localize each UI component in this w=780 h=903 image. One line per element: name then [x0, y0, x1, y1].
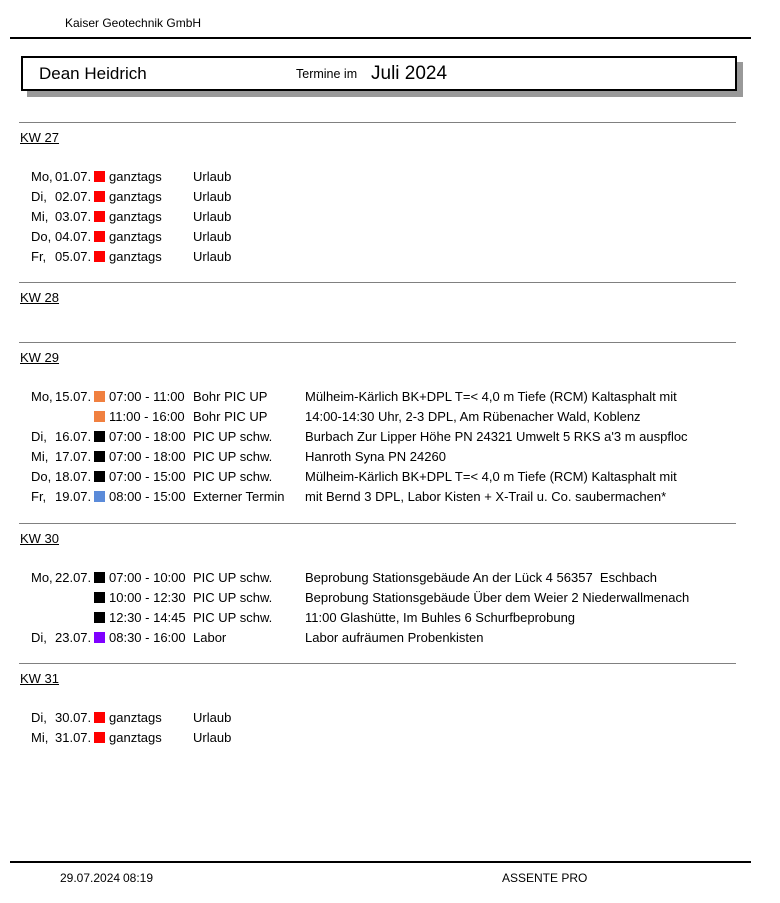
- entry-description: 14:00-14:30 Uhr, 2-3 DPL, Am Rübenacher Wald, Koblenz: [305, 408, 641, 424]
- entry-weekday: Fr,: [31, 248, 47, 264]
- entry-description: Beprobung Stationsgebäude Über dem Weier 2 Niederwallmenach: [305, 589, 690, 605]
- entry-date: 01.07.: [55, 168, 92, 184]
- entry-time: 08:00 - 15:00: [109, 488, 186, 504]
- entry-row: [19, 707, 736, 727]
- week-entries: [19, 707, 736, 747]
- period-label: Termine im: [296, 66, 358, 81]
- week-section: [19, 122, 736, 264]
- entry-date: 18.07.: [55, 468, 92, 484]
- entry-type: PIC UP schw.: [193, 589, 273, 605]
- week-label: KW 28: [20, 290, 60, 305]
- footer-rule: [10, 861, 751, 863]
- entry-date: 03.07.: [55, 208, 92, 224]
- entry-category: [94, 431, 109, 442]
- entry-weekday: Di,: [31, 629, 47, 645]
- entry-type: Urlaub: [193, 228, 232, 244]
- entry-row: [19, 166, 736, 186]
- week-section: [19, 663, 736, 745]
- entry-category: [94, 592, 109, 603]
- entry-type: Urlaub: [193, 188, 232, 204]
- entry-time: ganztags: [109, 168, 162, 184]
- footer-time: 08:19: [123, 871, 154, 885]
- entry-category: [94, 171, 109, 182]
- week-label: KW 27: [20, 130, 60, 145]
- footer-app-name: ASSENTE PRO: [502, 871, 588, 885]
- entry-category: [94, 572, 109, 583]
- entry-row: [19, 406, 736, 426]
- entry-description: Beprobung Stationsgebäude An der Lück 4 56357 Eschbach: [305, 569, 657, 585]
- entry-date: 22.07.: [55, 569, 92, 585]
- category-color-icon: [94, 211, 105, 222]
- person-name: Dean Heidrich: [39, 63, 147, 83]
- entry-type: PIC UP schw.: [193, 569, 273, 585]
- entry-weekday: Mi,: [31, 729, 49, 745]
- entry-type: Urlaub: [193, 168, 232, 184]
- entry-weekday: Mi,: [31, 448, 49, 464]
- entry-type: PIC UP schw.: [193, 428, 273, 444]
- entry-date: 30.07.: [55, 709, 92, 725]
- week-rule: [19, 523, 736, 524]
- entry-type: Bohr PIC UP: [193, 388, 268, 404]
- category-color-icon: [94, 712, 105, 723]
- entry-type: Urlaub: [193, 248, 232, 264]
- entry-weekday: Di,: [31, 188, 47, 204]
- entry-type: PIC UP schw.: [193, 448, 273, 464]
- entry-row: [19, 226, 736, 246]
- entry-category: [94, 712, 109, 723]
- category-color-icon: [94, 391, 105, 402]
- entry-time: 07:00 - 10:00: [109, 569, 186, 585]
- entry-weekday: Mo,: [31, 569, 53, 585]
- entry-category: [94, 471, 109, 482]
- entry-type: PIC UP schw.: [193, 468, 273, 484]
- entry-date: 31.07.: [55, 729, 92, 745]
- header-rule: [10, 37, 751, 39]
- entry-category: [94, 451, 109, 462]
- title-box: [21, 56, 737, 91]
- entry-type: Bohr PIC UP: [193, 408, 268, 424]
- category-color-icon: [94, 251, 105, 262]
- entry-date: 19.07.: [55, 488, 92, 504]
- week-section: [19, 342, 736, 504]
- entry-row: [19, 446, 736, 466]
- entry-weekday: Fr,: [31, 488, 47, 504]
- entry-row: [19, 587, 736, 607]
- entry-weekday: Di,: [31, 709, 47, 725]
- entry-date: 23.07.: [55, 629, 92, 645]
- entry-row: [19, 246, 736, 266]
- entry-time: 12:30 - 14:45: [109, 609, 186, 625]
- entry-row: [19, 607, 736, 627]
- entry-description: mit Bernd 3 DPL, Labor Kisten + X-Trail u. Co. saubermachen*: [305, 488, 667, 504]
- entry-time: 11:00 - 16:00: [109, 408, 185, 424]
- entry-description: Labor aufräumen Probenkisten: [305, 629, 484, 645]
- category-color-icon: [94, 612, 105, 623]
- entry-category: [94, 251, 109, 262]
- entry-date: 16.07.: [55, 428, 92, 444]
- entry-weekday: Do,: [31, 228, 52, 244]
- entry-row: [19, 466, 736, 486]
- entry-time: ganztags: [109, 729, 162, 745]
- entry-type: Externer Termin: [193, 488, 285, 504]
- footer-date: 29.07.2024: [60, 871, 121, 885]
- entry-time: 07:00 - 18:00: [109, 428, 186, 444]
- week-entries: [19, 166, 736, 266]
- week-label: KW 30: [20, 531, 60, 546]
- entry-row: [19, 426, 736, 446]
- company-name: Kaiser Geotechnik GmbH: [65, 16, 202, 30]
- entry-weekday: Mo,: [31, 388, 53, 404]
- entry-date: 04.07.: [55, 228, 92, 244]
- week-label: KW 29: [20, 350, 60, 365]
- week-rule: [19, 342, 736, 343]
- week-section: [19, 523, 736, 645]
- entry-date: 15.07.: [55, 388, 92, 404]
- entry-row: [19, 627, 736, 647]
- entry-time: ganztags: [109, 208, 162, 224]
- entry-weekday: Do,: [31, 468, 52, 484]
- category-color-icon: [94, 411, 105, 422]
- category-color-icon: [94, 572, 105, 583]
- week-entries: [19, 386, 736, 506]
- week-rule: [19, 122, 736, 123]
- entry-type: Urlaub: [193, 729, 232, 745]
- entry-date: 05.07.: [55, 248, 92, 264]
- entry-type: Labor: [193, 629, 227, 645]
- entry-category: [94, 732, 109, 743]
- entry-row: [19, 206, 736, 226]
- week-rule: [19, 282, 736, 283]
- category-color-icon: [94, 171, 105, 182]
- entry-category: [94, 411, 109, 422]
- entry-time: ganztags: [109, 248, 162, 264]
- entry-time: 08:30 - 16:00: [109, 629, 186, 645]
- entry-date: 02.07.: [55, 188, 92, 204]
- entry-description: Mülheim-Kärlich BK+DPL T=< 4,0 m Tiefe (RCM) Kaltasphalt mit: [305, 468, 677, 484]
- entry-time: 10:00 - 12:30: [109, 589, 186, 605]
- entry-weekday: Mi,: [31, 208, 49, 224]
- entry-row: [19, 567, 736, 587]
- entry-row: [19, 727, 736, 747]
- entry-category: [94, 612, 109, 623]
- category-color-icon: [94, 191, 105, 202]
- entry-category: [94, 391, 109, 402]
- entry-time: 07:00 - 15:00: [109, 468, 186, 484]
- week-label: KW 31: [20, 671, 60, 686]
- entry-date: 17.07.: [55, 448, 92, 464]
- entry-description: Mülheim-Kärlich BK+DPL T=< 4,0 m Tiefe (RCM) Kaltasphalt mit: [305, 388, 677, 404]
- entry-type: Urlaub: [193, 208, 232, 224]
- week-entries: [19, 567, 736, 647]
- entry-description: 11:00 Glashütte, Im Buhles 6 Schurfbeprobung: [305, 609, 576, 625]
- entry-category: [94, 211, 109, 222]
- entry-time: ganztags: [109, 228, 162, 244]
- category-color-icon: [94, 451, 105, 462]
- entry-time: ganztags: [109, 709, 162, 725]
- entry-time: ganztags: [109, 188, 162, 204]
- period-value: Juli 2024: [371, 62, 448, 84]
- entry-time: 07:00 - 11:00: [109, 388, 185, 404]
- entry-category: [94, 231, 109, 242]
- entry-weekday: Mo,: [31, 168, 53, 184]
- category-color-icon: [94, 732, 105, 743]
- entry-category: [94, 191, 109, 202]
- entry-time: 07:00 - 18:00: [109, 448, 186, 464]
- category-color-icon: [94, 231, 105, 242]
- entry-type: Urlaub: [193, 709, 232, 725]
- category-color-icon: [94, 632, 105, 643]
- category-color-icon: [94, 491, 105, 502]
- week-section: [19, 282, 736, 305]
- category-color-icon: [94, 592, 105, 603]
- week-rule: [19, 663, 736, 664]
- entry-row: [19, 186, 736, 206]
- entry-row: [19, 386, 736, 406]
- entry-weekday: Di,: [31, 428, 47, 444]
- entry-description: Hanroth Syna PN 24260: [305, 448, 446, 464]
- entry-category: [94, 491, 109, 502]
- category-color-icon: [94, 431, 105, 442]
- entry-description: Burbach Zur Lipper Höhe PN 24321 Umwelt 5 RKS a'3 m auspfloc: [305, 428, 688, 444]
- category-color-icon: [94, 471, 105, 482]
- entry-category: [94, 632, 109, 643]
- entry-row: [19, 486, 736, 506]
- entry-type: PIC UP schw.: [193, 609, 273, 625]
